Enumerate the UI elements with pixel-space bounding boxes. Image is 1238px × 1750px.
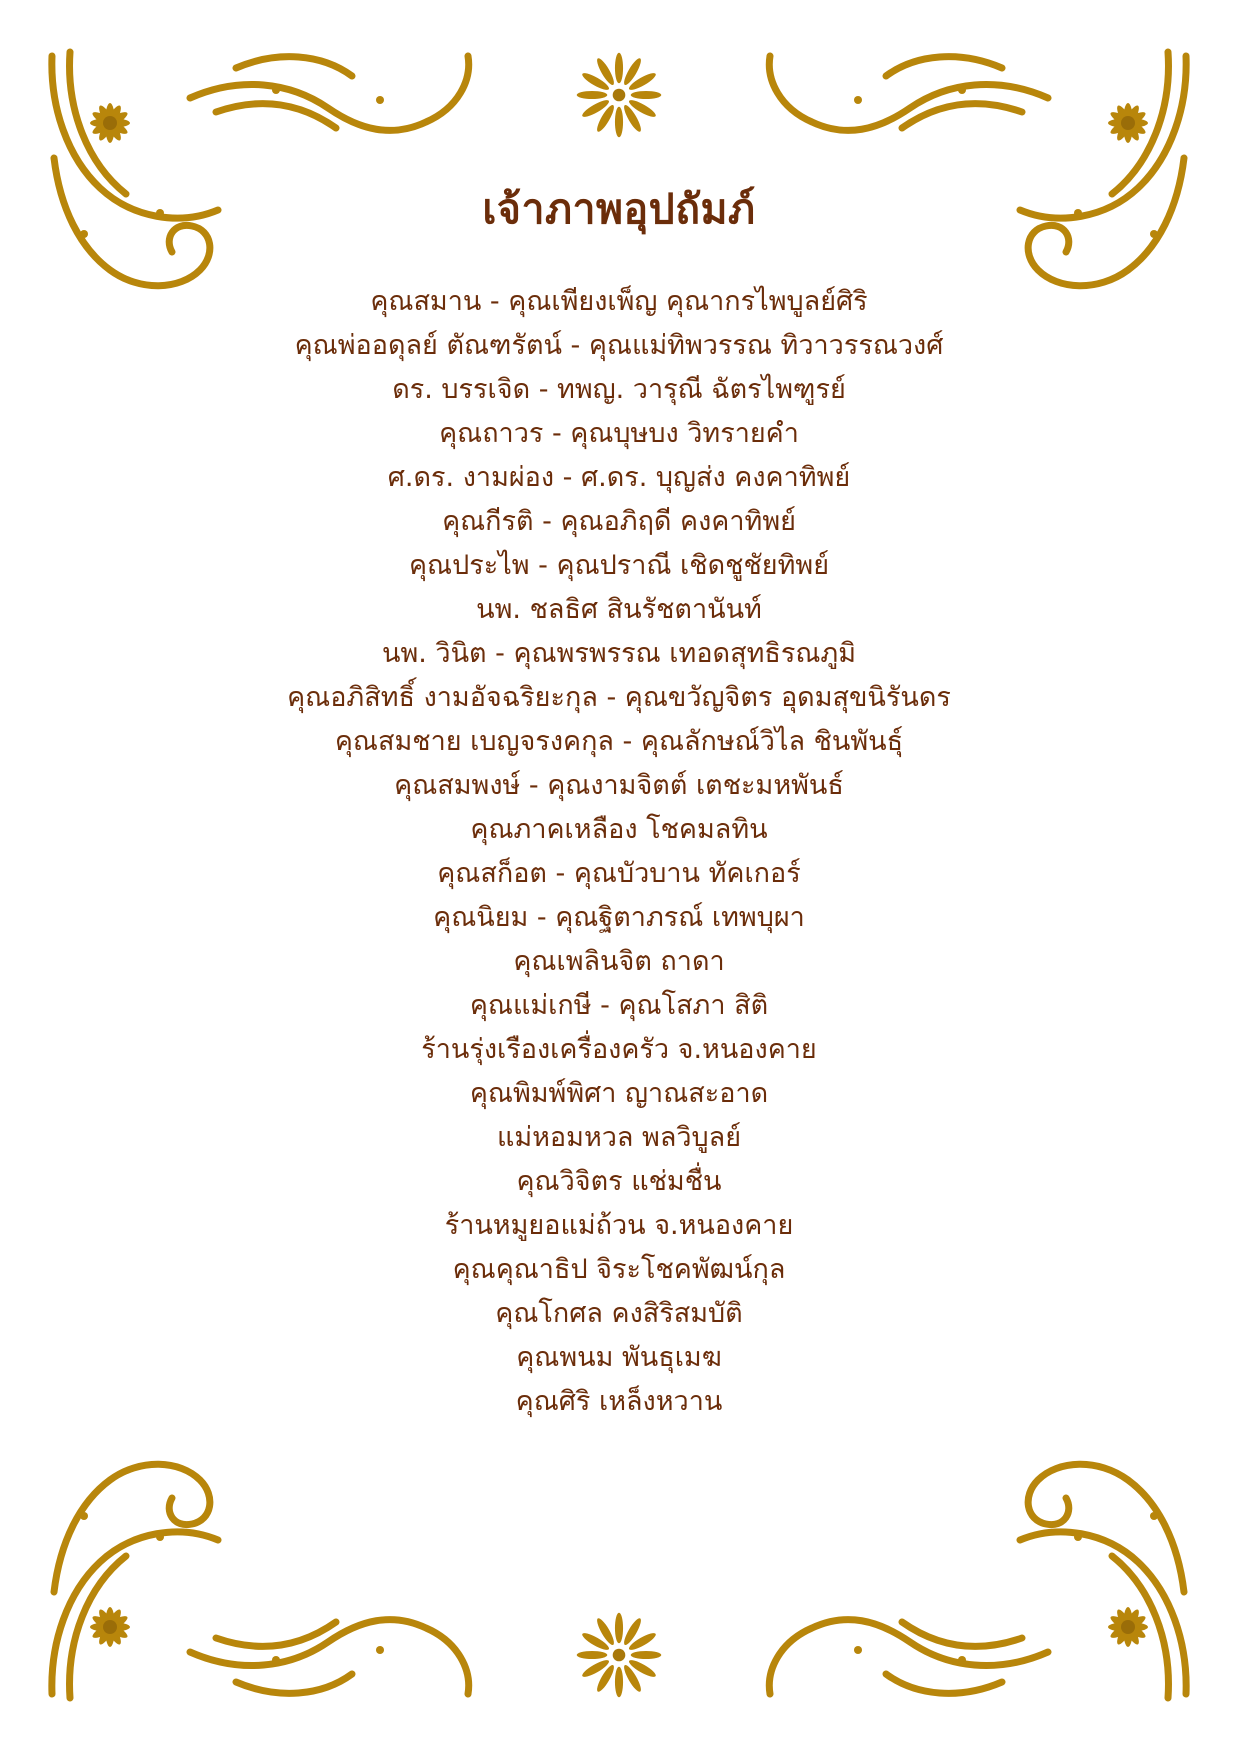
list-item: คุณเพลินจิต ถาดา: [513, 946, 725, 978]
list-item: คุณพ่ออดุลย์ ตัณฑรัตน์ - คุณแม่ทิพวรรณ ทิวาวรรณวงศ์: [294, 330, 944, 362]
list-item: คุณสก็อต - คุณบัวบาน ทัคเกอร์: [437, 858, 801, 890]
chrysanthemum-flower-icon-bottom: [574, 1610, 664, 1700]
list-item: ร้านรุ่งเรืองเครื่องครัว จ.หนองคาย: [421, 1034, 817, 1066]
list-item: คุณคุณาธิป จิระโชคพัฒน์กุล: [452, 1254, 786, 1286]
list-item: คุณสมาน - คุณเพียงเพ็ญ คุณากรไพบูลย์ศิริ: [370, 286, 868, 318]
sponsor-name-list: [119, 280, 1119, 1424]
list-item: คุณศิริ เหล็งหวาน: [515, 1386, 723, 1418]
list-item: คุณพิมพ์พิศา ญาณสะอาด: [469, 1078, 769, 1110]
floral-corner-ornament-bottom-left: [40, 1452, 510, 1712]
list-item: แม่หอมหวล พลวิบูลย์: [496, 1122, 742, 1154]
list-item: คุณแม่เกษี - คุณโสภา สิติ: [469, 990, 769, 1022]
list-item: คุณภาคเหลือง โชคมลทิน: [470, 814, 768, 846]
list-item: คุณอภิสิทธิ์ งามอัจฉริยะกุล - คุณขวัญจิตร อุดมสุขนิรันดร: [287, 682, 951, 714]
list-item: คุณกีรติ - คุณอภิฤดี คงคาทิพย์: [442, 506, 796, 538]
list-item: ดร. บรรเจิด - ทพญ. วารุณี ฉัตรไพฑูรย์: [392, 374, 846, 406]
list-item: คุณสมชาย เบญจรงคกุล - คุณลักษณ์วิไล ชินพันธุ์: [334, 726, 904, 758]
list-item: คุณประไพ - คุณปราณี เชิดชูชัยทิพย์: [408, 550, 830, 582]
list-item: ร้านหมูยอแม่ถ้วน จ.หนองคาย: [444, 1210, 794, 1242]
list-item: นพ. วินิต - คุณพรพรรณ เทอดสุทธิรณภูมิ: [381, 638, 856, 670]
list-item: คุณวิจิตร แช่มชื่น: [516, 1166, 722, 1198]
list-item: นพ. ชลธิศ สินรัชตานันท์: [476, 594, 762, 626]
floral-corner-ornament-bottom-right: [728, 1452, 1198, 1712]
list-item: คุณสมพงษ์ - คุณงามจิตต์ เตชะมหพันธ์: [394, 770, 844, 802]
list-item: คุณถาวร - คุณบุษบง วิทรายคำ: [439, 418, 799, 450]
page-title: เจ้าภาพอุปถัมภ์: [482, 185, 756, 233]
list-item: คุณพนม พันธุเมฆ: [516, 1342, 722, 1374]
list-item: คุณนิยม - คุณฐิตาภรณ์ เทพบุผา: [433, 902, 805, 934]
list-item: ศ.ดร. งามผ่อง - ศ.ดร. บุญส่ง คงคาทิพย์: [387, 462, 851, 494]
list-item: คุณโกศล คงสิริสมบัติ: [495, 1298, 743, 1330]
